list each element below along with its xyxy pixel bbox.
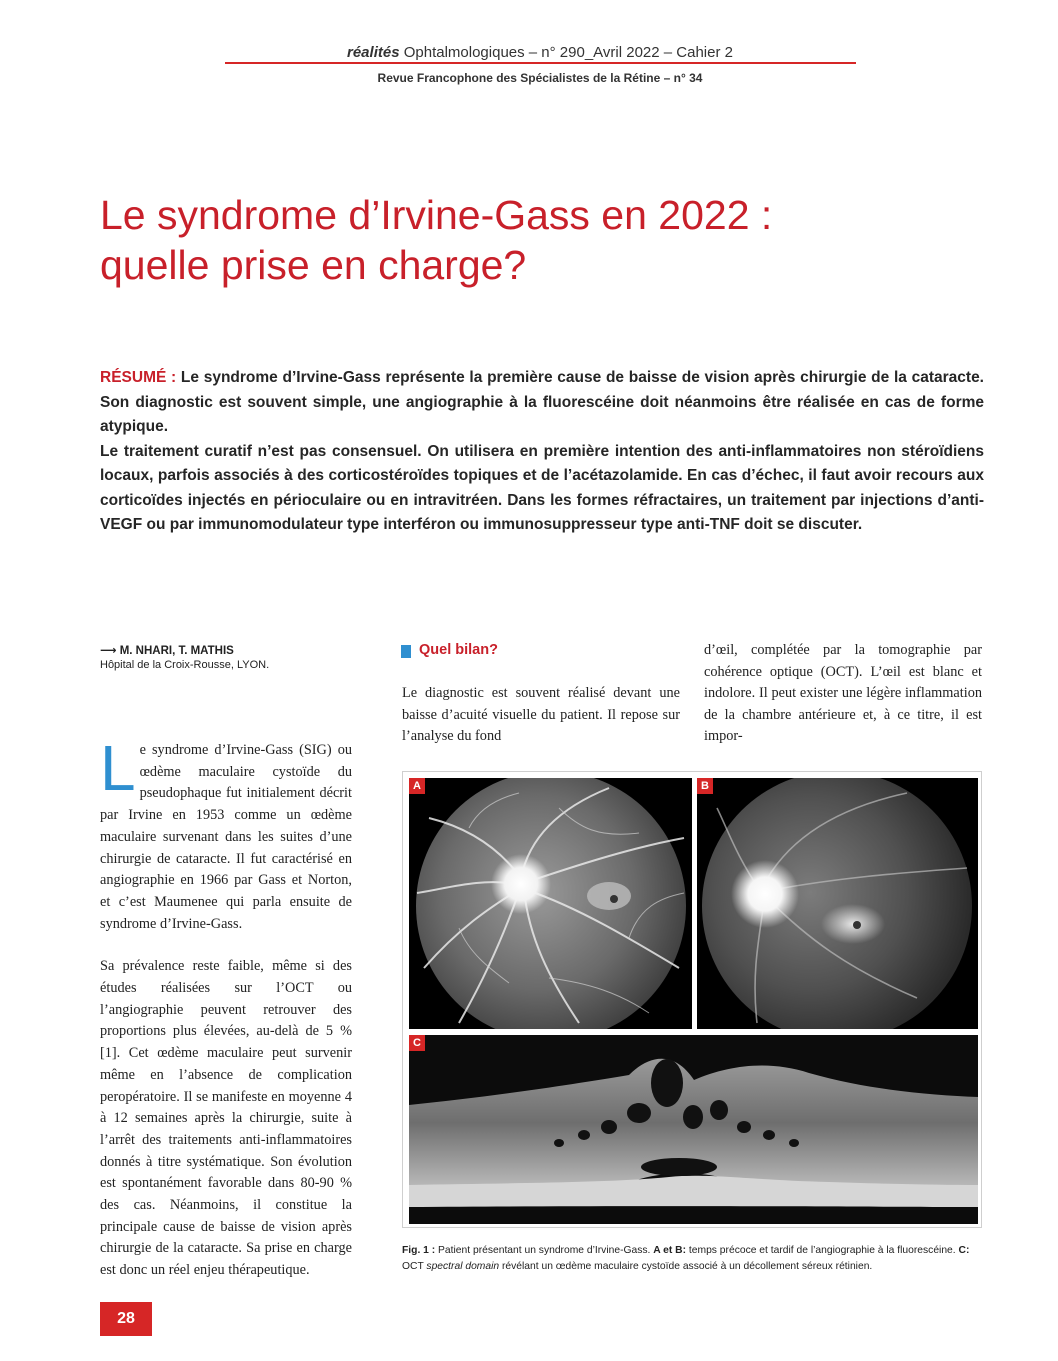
authors xyxy=(100,643,234,657)
panel-b-angiography-late xyxy=(697,778,978,1029)
panel-label-c: C xyxy=(409,1035,425,1051)
caption-c-label: C: xyxy=(958,1245,970,1256)
section-marker-icon xyxy=(401,645,411,658)
affiliation: Hôpital de la Croix-Rousse, LYON. xyxy=(100,659,270,671)
abstract-paragraph-2: Le traitement curatif n’est pas consensuel. On utilisera en première intention des anti-inflammatoires non stéroïdiens locaux, parfois associés à des corticostéroïdes topiques et de l’acétazolamide. En cas d’échec, il faut avoir recours aux corticoïdes injectés en périoculaire ou en intravitréen. Dans les formes réfractaires, un traitement par injections d’anti-VEGF ou par immunomodulateur type interféron ou immunosuppresseur type anti-TNF doit se discuter. xyxy=(100,442,984,533)
article-title xyxy=(100,190,980,290)
journal-brand: réalités xyxy=(347,44,400,61)
caption-text-1: Patient présentant un syndrome d’Irvine-Gass. xyxy=(435,1245,654,1256)
fundus-image-early xyxy=(409,778,692,1029)
arrow-icon: ⟶ xyxy=(100,645,120,657)
abstract-text-1: Le syndrome d’Irvine-Gass représente la première cause de baisse de vision après chirurgie de la cataracte. Son diagnostic est souvent simple, une angiographie à la fluorescéine doit néanmoins être réalisée en cas de forme atypique. xyxy=(100,369,984,435)
panel-label-b: B xyxy=(697,778,713,794)
fundus-image-late xyxy=(697,778,978,1029)
left-column xyxy=(100,732,352,1282)
caption-text-4: révélant un œdème maculaire cystoïde associé à un décollement séreux rétinien. xyxy=(499,1261,873,1272)
panel-c-oct-scan xyxy=(409,1035,978,1224)
abstract xyxy=(100,366,984,538)
author-names: M. NHARI, T. MATHIS xyxy=(119,645,234,657)
caption-italic: spectral domain xyxy=(426,1261,500,1272)
header-rule xyxy=(225,62,856,64)
right-column-text: d’œil, complétée par la tomographie par cohérence optique (OCT). L’œil est blanc et indolore. Il peut exister une légère inflammation de la chambre antérieure et, à ce titre, il est impor- xyxy=(704,642,982,744)
figure-1 xyxy=(402,771,982,1228)
caption-label: Fig. 1 : xyxy=(402,1245,436,1256)
caption-ab-label: A et B: xyxy=(653,1245,687,1256)
abstract-paragraph-1 xyxy=(100,366,984,440)
abstract-label: RÉSUMÉ : xyxy=(100,369,177,386)
journal-issue: Ophtalmologiques – n° 290_Avril 2022 – Cahier 2 xyxy=(399,44,733,61)
journal-line xyxy=(225,44,855,61)
title-line-2: quelle prise en charge? xyxy=(100,242,527,288)
section-title: Quel bilan? xyxy=(419,642,498,658)
title-line-1: Le syndrome d’Irvine-Gass en 2022 : xyxy=(100,192,773,238)
middle-column-text: Le diagnostic est souvent réalisé devant une baisse d’acuité visuelle du patient. Il repose sur l’analyse du fond xyxy=(402,685,680,744)
intro-text: e syndrome d’Irvine-Gass (SIG) ou œdème maculaire cystoïde du pseudophaque fut initialement décrit par Irvine en 1953 comme un œdème maculaire survenant dans les suites d’une chirurgie de cataracte. Il fut caractérisé en angiographie en 1966 par Gass et Norton, et c’est Maumenee qui parla ensuite de syndrome d’Irvine-Gass. xyxy=(100,742,352,932)
caption-text-2: temps précoce et tardif de l’angiographie à la fluorescéine. xyxy=(686,1245,959,1256)
panel-a-angiography-early xyxy=(409,778,692,1029)
panel-label-a: A xyxy=(409,778,425,794)
review-line: Revue Francophone des Spécialistes de la Rétine – n° 34 xyxy=(377,71,703,85)
caption-text-3: OCT xyxy=(402,1261,427,1272)
oct-image xyxy=(409,1035,978,1224)
prevalence-paragraph: Sa prévalence reste faible, même si des études réalisées sur l’OCT ou l’angiographie peuvent retrouver des proportions plus élevées, au-delà de 5 % [1]. Cet œdème maculaire peut survenir même en l’absence de complication peropératoire. Il se manifeste en moyenne 4 à 12 semaines après la chirurgie, suite à l’arrêt des traitements anti-inflammatoires donnés à titre systématique. Son évolution est spontanément favorable dans 80-90 % des cas. Néanmoins, il constitue la principale cause de baisse de vision après chirurgie de la cataracte. Sa prise en charge est donc un réel enjeu thérapeutique. xyxy=(100,958,352,1279)
figure-caption xyxy=(402,1243,984,1275)
drop-cap: L xyxy=(100,732,136,804)
page-number: 28 xyxy=(100,1302,152,1336)
intro-paragraph xyxy=(100,732,352,935)
